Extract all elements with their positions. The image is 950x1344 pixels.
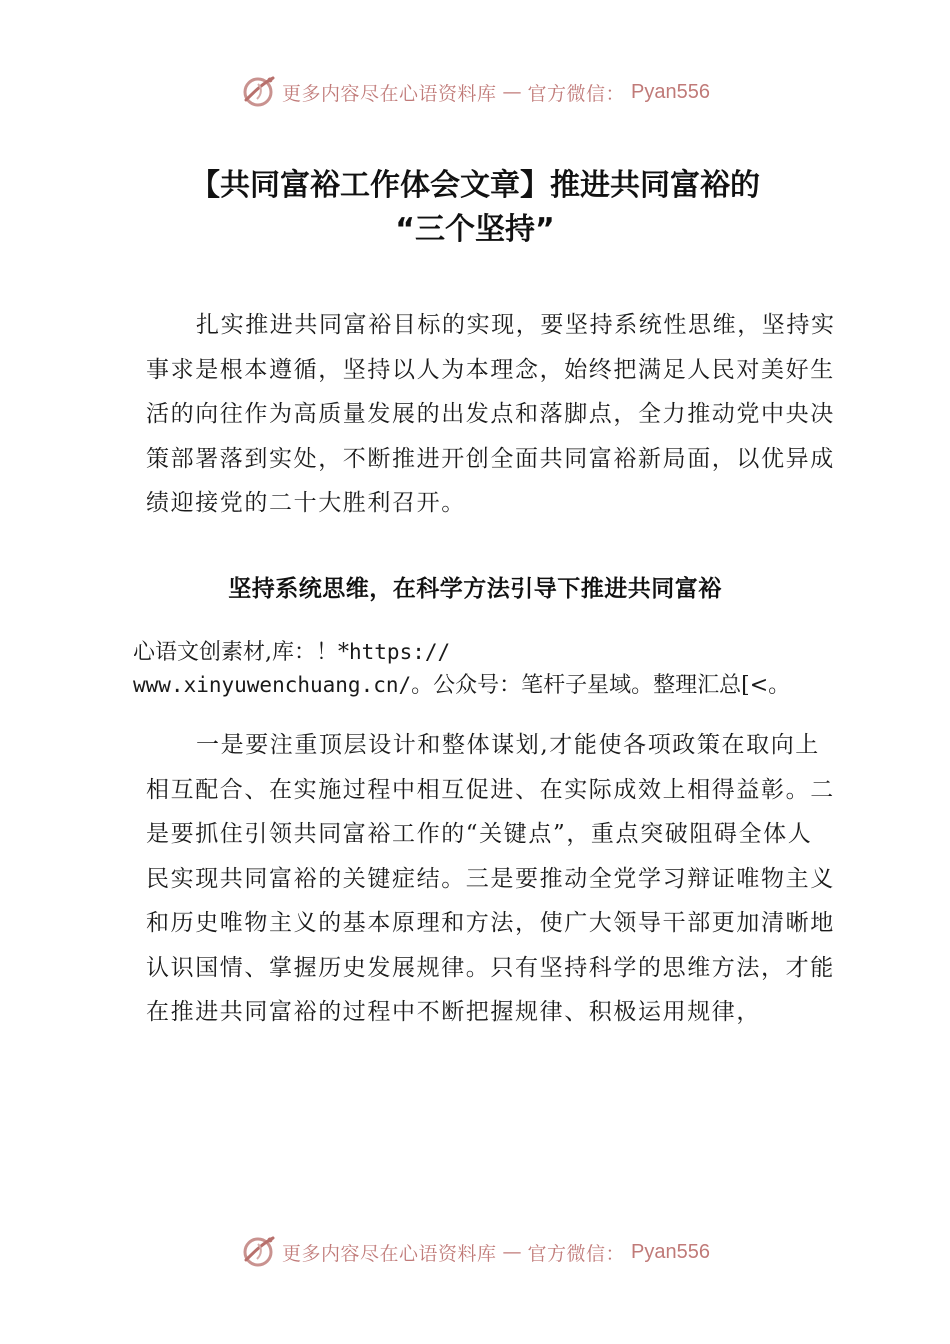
banner-wechat-id: Pyan556 [631, 80, 710, 103]
source-suffix: 。公众号：笔杆子星域。整理汇总[<。 [411, 673, 791, 698]
footer-banner-text: 更多内容尽在心语资料库 [282, 1242, 497, 1265]
footer-banner-separator: — [502, 1241, 522, 1263]
paragraph-2-text: 一是要注重顶层设计和整体谋划,才能使各项政策在取向上相互配合、在实施过程中相互促进、在实际成效上相得益彰。二是要抓住引领共同富裕工作的“关键点”，重点突破阻碍全体人民实现共同富裕的关键症结。三是要推动全党学习辩证唯物主义和历史唯物主义的基本原理和方法，使广大领导干部更加清晰地认识国情、掌握历史发展规律。只有坚持科学的思维方法，才能在推进共同富裕的过程中不断把握规律、积极运用规律， [146, 732, 835, 1025]
header-banner [0, 72, 950, 112]
banner-text: 更多内容尽在心语资料库 [282, 82, 497, 105]
title-line-1: 【共同富裕工作体会文章】推进共同富裕的 [190, 168, 760, 203]
xinyu-logo-icon [240, 74, 276, 110]
page-title [100, 164, 850, 252]
source-note [133, 636, 833, 702]
banner-label: 官方微信： [527, 82, 626, 105]
banner-separator: — [502, 81, 522, 103]
xinyu-logo-icon [240, 1234, 276, 1270]
paragraph-2 [146, 723, 836, 1035]
paragraph-1-text: 扎实推进共同富裕目标的实现，要坚持系统性思维，坚持实事求是根本遵循，坚持以人为本理念，始终把满足人民对美好生活的向往作为高质量发展的出发点和落脚点，全力推动党中央决策部署落到实处，不断推进开创全面共同富裕新局面，以优异成绩迎接党的二十大胜利召开。 [146, 312, 836, 516]
footer-banner [0, 1232, 950, 1272]
footer-banner-label: 官方微信： [527, 1242, 626, 1265]
paragraph-1 [146, 303, 836, 526]
section-subheading: 坚持系统思维，在科学方法引导下推进共同富裕 [228, 576, 722, 602]
title-line-2: “三个坚持” [395, 212, 555, 247]
source-url-part-2: www.xinyuwenchuang.cn/ [133, 673, 412, 697]
source-prefix: 心语文创素材,库：！* [133, 640, 349, 665]
footer-banner-wechat-id: Pyan556 [631, 1240, 710, 1263]
source-url-part-1: https:// [349, 640, 451, 664]
